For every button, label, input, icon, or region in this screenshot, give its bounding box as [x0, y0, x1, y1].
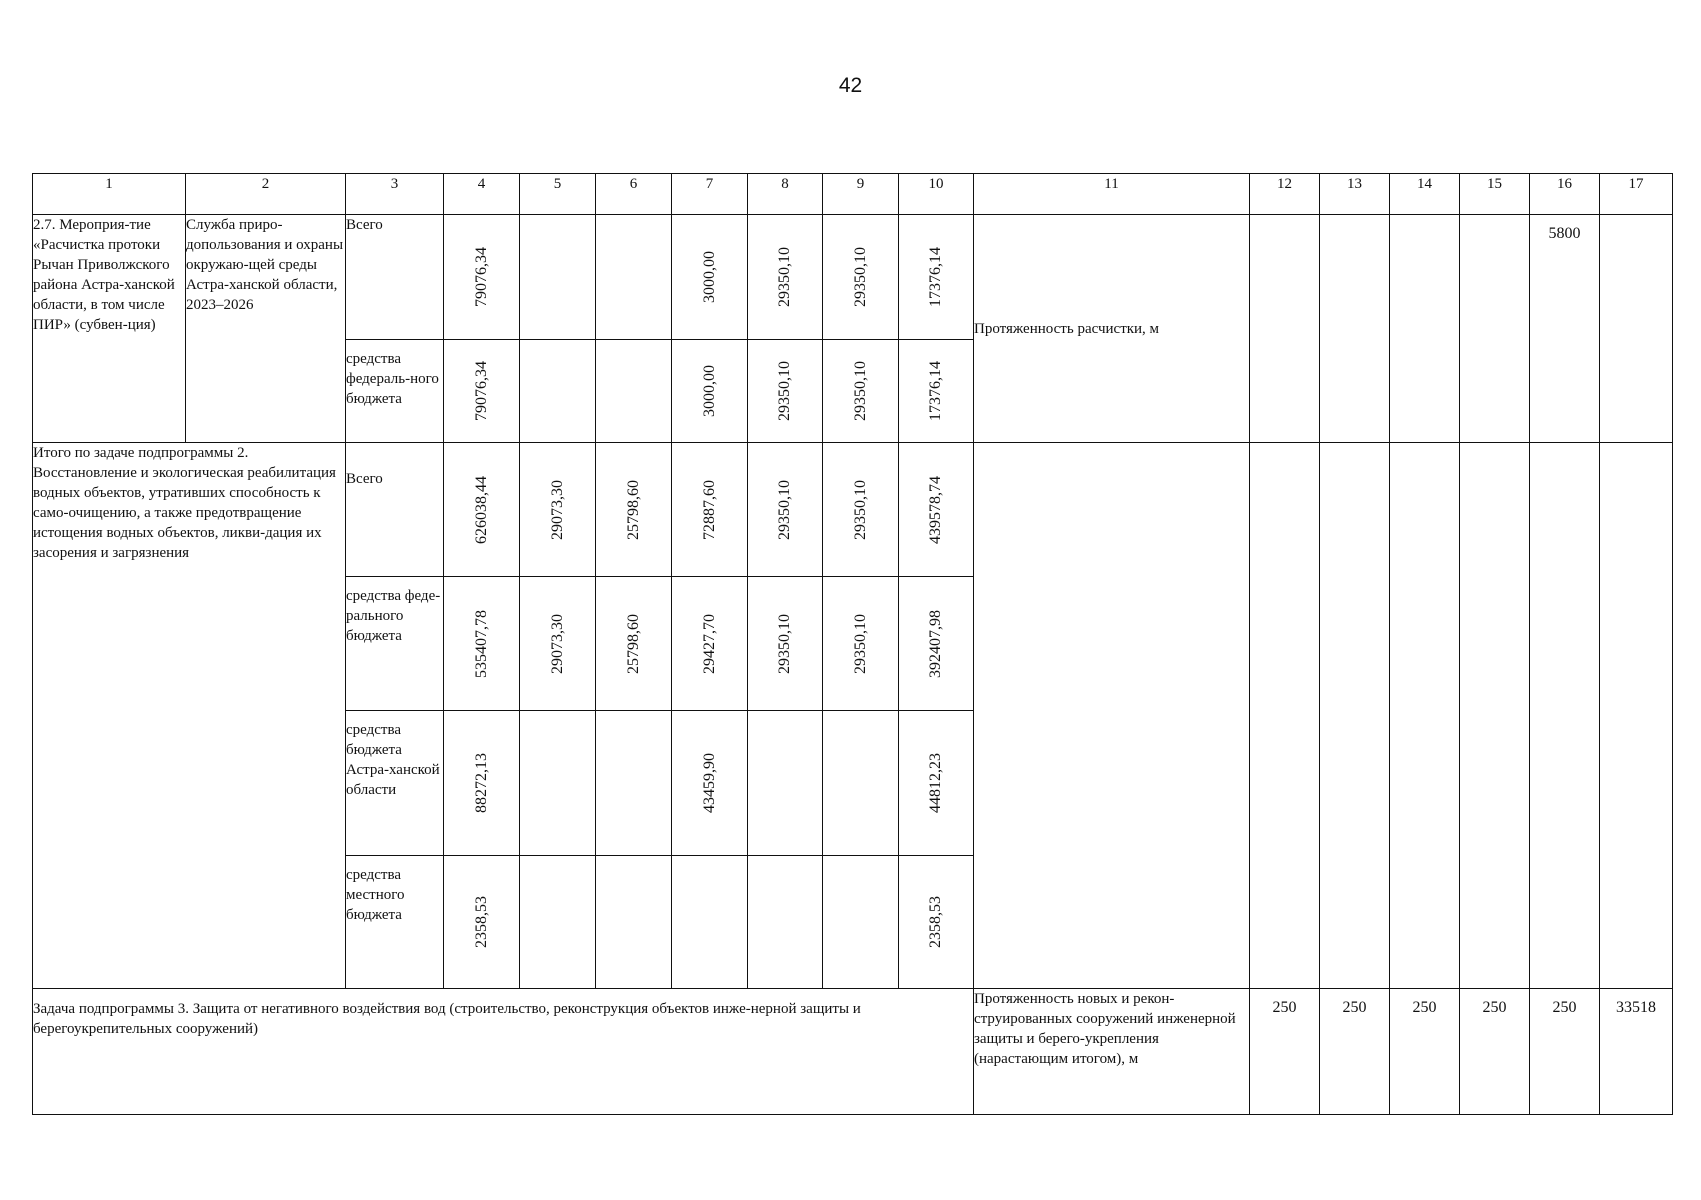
amount: 3000,00	[700, 251, 718, 303]
budget-table	[32, 173, 1673, 1115]
header-cell: 2	[186, 174, 346, 215]
value-cell	[444, 340, 520, 443]
event-27-indicator: Протяженность расчистки, м	[974, 215, 1250, 443]
amount: 79076,34	[472, 247, 490, 307]
amount: 79076,34	[472, 361, 490, 421]
header-cell: 14	[1390, 174, 1460, 215]
task-3-value: 250	[1530, 989, 1600, 1115]
page-number: 42	[838, 74, 863, 97]
funding-source: средства бюджета Астра-ханской области	[346, 711, 444, 856]
empty-cell	[1600, 215, 1673, 443]
value-cell	[444, 711, 520, 856]
value-cell	[899, 856, 974, 989]
header-cell: 11	[974, 174, 1250, 215]
value-cell	[596, 856, 672, 989]
value-cell	[748, 215, 823, 340]
amount: 29073,30	[548, 613, 566, 674]
value-cell	[672, 340, 748, 443]
funding-source: средства местного бюджета	[346, 856, 444, 989]
header-cell: 17	[1600, 174, 1673, 215]
empty-cell	[1460, 443, 1530, 989]
value-cell	[823, 856, 899, 989]
empty-cell	[1390, 443, 1460, 989]
value-cell	[672, 215, 748, 340]
value-cell	[520, 577, 596, 711]
amount: 626038,44	[472, 475, 490, 544]
empty-cell	[1320, 215, 1390, 443]
amount: 29427,70	[700, 613, 718, 674]
amount: 17376,14	[927, 247, 944, 307]
value-cell	[823, 443, 899, 577]
header-cell: 3	[346, 174, 444, 215]
empty-cell	[1320, 443, 1390, 989]
value-cell	[520, 856, 596, 989]
funding-source: средства феде-рального бюджета	[346, 577, 444, 711]
value-cell	[596, 215, 672, 340]
empty-cell	[1600, 443, 1673, 989]
empty-cell	[1530, 443, 1600, 989]
empty-cell	[1250, 215, 1320, 443]
task-3-title: Задача подпрограммы 3. Защита от негативного воздействия вод (строительство, реконструкция объектов инже-нерной защиты и берегоукрепительных сооружений)	[33, 989, 974, 1115]
amount: 17376,14	[927, 361, 944, 421]
event-27-name: 2.7. Мероприя-тие «Расчистка протоки Рычан Приволжского района Астра-ханской области, в том числе ПИР» (субвен-ция)	[33, 215, 186, 443]
amount: 29350,10	[776, 479, 793, 540]
total-2-name: Итого по задаче подпрограммы 2. Восстановление и экологическая реабилитация водных объектов, утративших способность к само-очищению, а также предотвращение истощения водных объектов, ликви-дация их засорения и загрязнения	[33, 443, 346, 989]
value-cell	[520, 711, 596, 856]
value-cell	[823, 711, 899, 856]
amount: 25798,60	[624, 479, 642, 540]
value-cell	[596, 577, 672, 711]
amount: 72887,60	[700, 479, 718, 540]
amount: 29350,10	[851, 361, 869, 421]
empty-cell	[1390, 215, 1460, 443]
value-cell	[748, 443, 823, 577]
value-cell	[596, 443, 672, 577]
funding-source: Всего	[346, 215, 444, 340]
header-cell: 4	[444, 174, 520, 215]
value-cell	[748, 577, 823, 711]
funding-source: средства федераль-ного бюджета	[346, 340, 444, 443]
task-3-indicator: Протяженность новых и рекон-струированных сооружений инженерной защиты и берего-укрепления (нарастающим итогом), м	[974, 989, 1250, 1115]
value-cell	[748, 856, 823, 989]
value-cell	[444, 577, 520, 711]
value-cell	[899, 443, 974, 577]
value-cell	[899, 711, 974, 856]
amount: 439578,74	[927, 475, 944, 544]
value-cell	[748, 711, 823, 856]
task-3-value: 250	[1250, 989, 1320, 1115]
header-cell: 8	[748, 174, 823, 215]
event-27-target-value: 5800	[1530, 215, 1600, 443]
header-cell: 9	[823, 174, 899, 215]
amount: 2358,53	[472, 896, 490, 948]
value-cell	[899, 215, 974, 340]
header-cell: 5	[520, 174, 596, 215]
task-3-value: 33518	[1600, 989, 1673, 1115]
amount: 2358,53	[927, 896, 944, 948]
amount: 29350,10	[851, 479, 869, 540]
value-cell	[444, 856, 520, 989]
value-cell	[899, 340, 974, 443]
amount: 44812,23	[927, 753, 944, 813]
amount: 29350,10	[851, 247, 869, 307]
amount: 392407,98	[927, 609, 944, 678]
value-cell	[748, 340, 823, 443]
task-3-value: 250	[1320, 989, 1390, 1115]
value-cell	[672, 711, 748, 856]
header-cell: 1	[33, 174, 186, 215]
value-cell	[520, 443, 596, 577]
value-cell	[672, 577, 748, 711]
header-cell: 10	[899, 174, 974, 215]
value-cell	[444, 443, 520, 577]
value-cell	[672, 443, 748, 577]
amount: 29350,10	[851, 613, 869, 674]
amount: 88272,13	[472, 753, 490, 813]
amount: 29350,10	[776, 247, 793, 307]
amount: 29350,10	[776, 613, 793, 674]
event-27-total-row	[33, 215, 1673, 340]
funding-source: Всего	[346, 443, 444, 577]
header-cell: 12	[1250, 174, 1320, 215]
header-cell: 6	[596, 174, 672, 215]
empty-cell	[974, 443, 1250, 989]
value-cell	[823, 340, 899, 443]
event-27-executor: Служба приро-допользования и охраны окружаю-щей среды Астра-ханской области, 2023–2026	[186, 215, 346, 443]
header-cell: 15	[1460, 174, 1530, 215]
task-3-value: 250	[1390, 989, 1460, 1115]
amount: 535407,78	[472, 609, 490, 678]
value-cell	[520, 215, 596, 340]
value-cell	[899, 577, 974, 711]
amount: 29073,30	[548, 479, 566, 540]
empty-cell	[1460, 215, 1530, 443]
amount: 3000,00	[700, 365, 718, 417]
amount: 25798,60	[624, 613, 642, 674]
value-cell	[520, 340, 596, 443]
value-cell	[823, 215, 899, 340]
header-cell: 13	[1320, 174, 1390, 215]
empty-cell	[1250, 443, 1320, 989]
amount: 29350,10	[776, 361, 793, 421]
value-cell	[596, 711, 672, 856]
header-cell: 7	[672, 174, 748, 215]
header-cell: 16	[1530, 174, 1600, 215]
header-row	[33, 174, 1673, 215]
task-3-value: 250	[1460, 989, 1530, 1115]
value-cell	[596, 340, 672, 443]
value-cell	[823, 577, 899, 711]
amount: 43459,90	[700, 753, 718, 813]
task-3-row	[33, 989, 1673, 1115]
total-2-all-row	[33, 443, 1673, 577]
value-cell	[444, 215, 520, 340]
value-cell	[672, 856, 748, 989]
